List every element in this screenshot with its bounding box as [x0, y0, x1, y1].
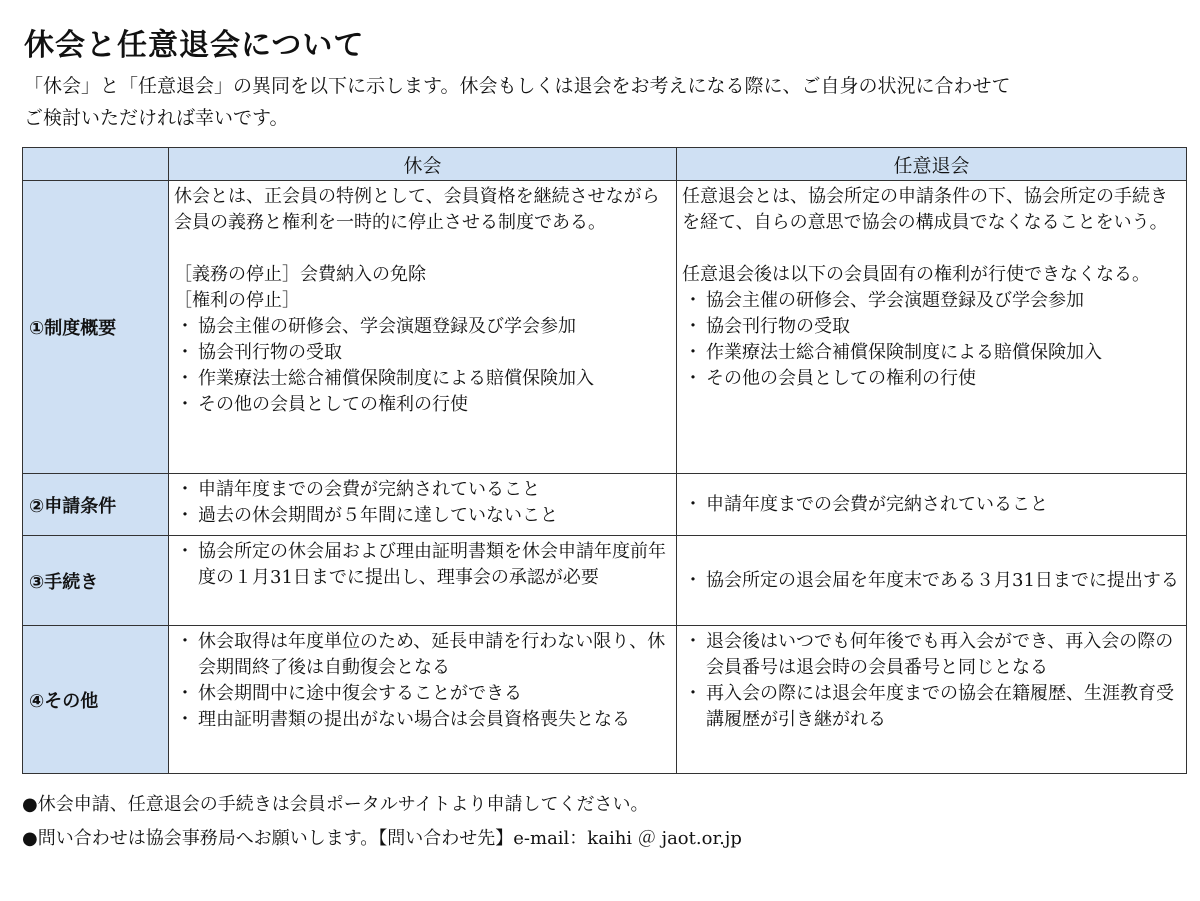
row-label-shinsei-joken: ②申請条件 — [23, 474, 169, 536]
table-row — [23, 626, 1187, 774]
bullet-list — [682, 492, 1181, 518]
intro-text — [24, 70, 1184, 134]
bullet-list — [174, 477, 671, 529]
cell-taikai-gaiyo — [677, 181, 1187, 474]
list-item: ・ 協会所定の退会届を年度末である３月31日までに提出する — [682, 568, 1181, 594]
table-row — [23, 181, 1187, 474]
list-item: ・ 過去の休会期間が５年間に達していないこと — [174, 503, 671, 529]
header-kyukai: 休会 — [169, 148, 677, 181]
list-item: ・ 協会所定の休会届および理由証明書類を休会申請年度前年度の１月31日までに提出し、理事会の承認が必要 — [174, 539, 671, 591]
comparison-table — [22, 147, 1187, 774]
list-item: ・ 申請年度までの会費が完納されていること — [682, 492, 1181, 518]
list-item: ・ その他の会員としての権利の行使 — [174, 392, 671, 418]
bullet-list — [174, 314, 671, 418]
cell-kyukai-tetsuzuki — [169, 536, 677, 626]
cell-kyukai-joken — [169, 474, 677, 536]
cell-paragraph: 任意退会とは、協会所定の申請条件の下、協会所定の手続きを経て、自らの意思で協会の構成員でなくなることをいう。 — [682, 186, 1168, 233]
list-item: ・ 再入会の際には退会年度までの協会在籍履歴、生涯教育受講履歴が引き継がれる — [682, 681, 1181, 733]
list-item: ・ 休会期間中に途中復会することができる — [174, 681, 671, 707]
list-item: ・ 退会後はいつでも何年後でも再入会ができ、再入会の際の会員番号は退会時の会員番号と同じとなる — [682, 629, 1181, 681]
footnote-portal: ●休会申請、任意退会の手続きは会員ポータルサイトより申請してください。 — [22, 794, 649, 815]
bullet-list — [174, 629, 671, 733]
blank-line — [682, 236, 1181, 262]
intro-line-2: ご検討いただければ幸いです。 — [24, 107, 289, 129]
list-item: ・ 作業療法士総合補償保険制度による賠償保険加入 — [174, 366, 671, 392]
bullet-list — [682, 568, 1181, 594]
header-nin-i-taikai: 任意退会 — [677, 148, 1187, 181]
intro-line-1: 「休会」と「任意退会」の異同を以下に示します。休会もしくは退会をお考えになる際に、ご自身の状況に合わせて — [24, 75, 1011, 97]
row-label-sonota: ④その他 — [23, 626, 169, 774]
page-title: 休会と任意退会について — [24, 28, 365, 63]
cell-taikai-tetsuzuki — [677, 536, 1187, 626]
row-label-seido-gaiyo: ①制度概要 — [23, 181, 169, 474]
list-item: ・ 協会主催の研修会、学会演題登録及び学会参加 — [174, 314, 671, 340]
bullet-list — [682, 288, 1181, 392]
table-row — [23, 474, 1187, 536]
cell-paragraph: ［義務の停止］会費納入の免除 — [174, 264, 426, 285]
footnote-contact: ●問い合わせは協会事務局へお願いします。【問い合わせ先】e-mail：kaihi ＠ jaot.or.jp — [22, 828, 742, 849]
footnotes — [22, 788, 1182, 856]
list-item: ・ 協会刊行物の受取 — [174, 340, 671, 366]
list-item: ・ 申請年度までの会費が完納されていること — [174, 477, 671, 503]
cell-paragraph: 任意退会後は以下の会員固有の権利が行使できなくなる。 — [682, 264, 1150, 285]
cell-paragraph: ［権利の停止］ — [174, 290, 300, 311]
list-item: ・ その他の会員としての権利の行使 — [682, 366, 1181, 392]
cell-taikai-sonota — [677, 626, 1187, 774]
list-item: ・ 作業療法士総合補償保険制度による賠償保険加入 — [682, 340, 1181, 366]
list-item: ・ 休会取得は年度単位のため、延長申請を行わない限り、休会期間終了後は自動復会となる — [174, 629, 671, 681]
list-item: ・ 協会主催の研修会、学会演題登録及び学会参加 — [682, 288, 1181, 314]
cell-paragraph: 休会とは、正会員の特例として、会員資格を継続させながら会員の義務と権利を一時的に停止させる制度である。 — [174, 186, 660, 233]
list-item: ・ 協会刊行物の受取 — [682, 314, 1181, 340]
header-corner-cell — [23, 148, 169, 181]
cell-taikai-joken — [677, 474, 1187, 536]
bullet-list — [682, 629, 1181, 733]
bullet-list — [174, 539, 671, 591]
cell-kyukai-sonota — [169, 626, 677, 774]
row-label-tetsuzuki: ③手続き — [23, 536, 169, 626]
blank-line — [174, 236, 671, 262]
table-row — [23, 536, 1187, 626]
table-header-row — [23, 148, 1187, 181]
list-item: ・ 理由証明書類の提出がない場合は会員資格喪失となる — [174, 707, 671, 733]
cell-kyukai-gaiyo — [169, 181, 677, 474]
